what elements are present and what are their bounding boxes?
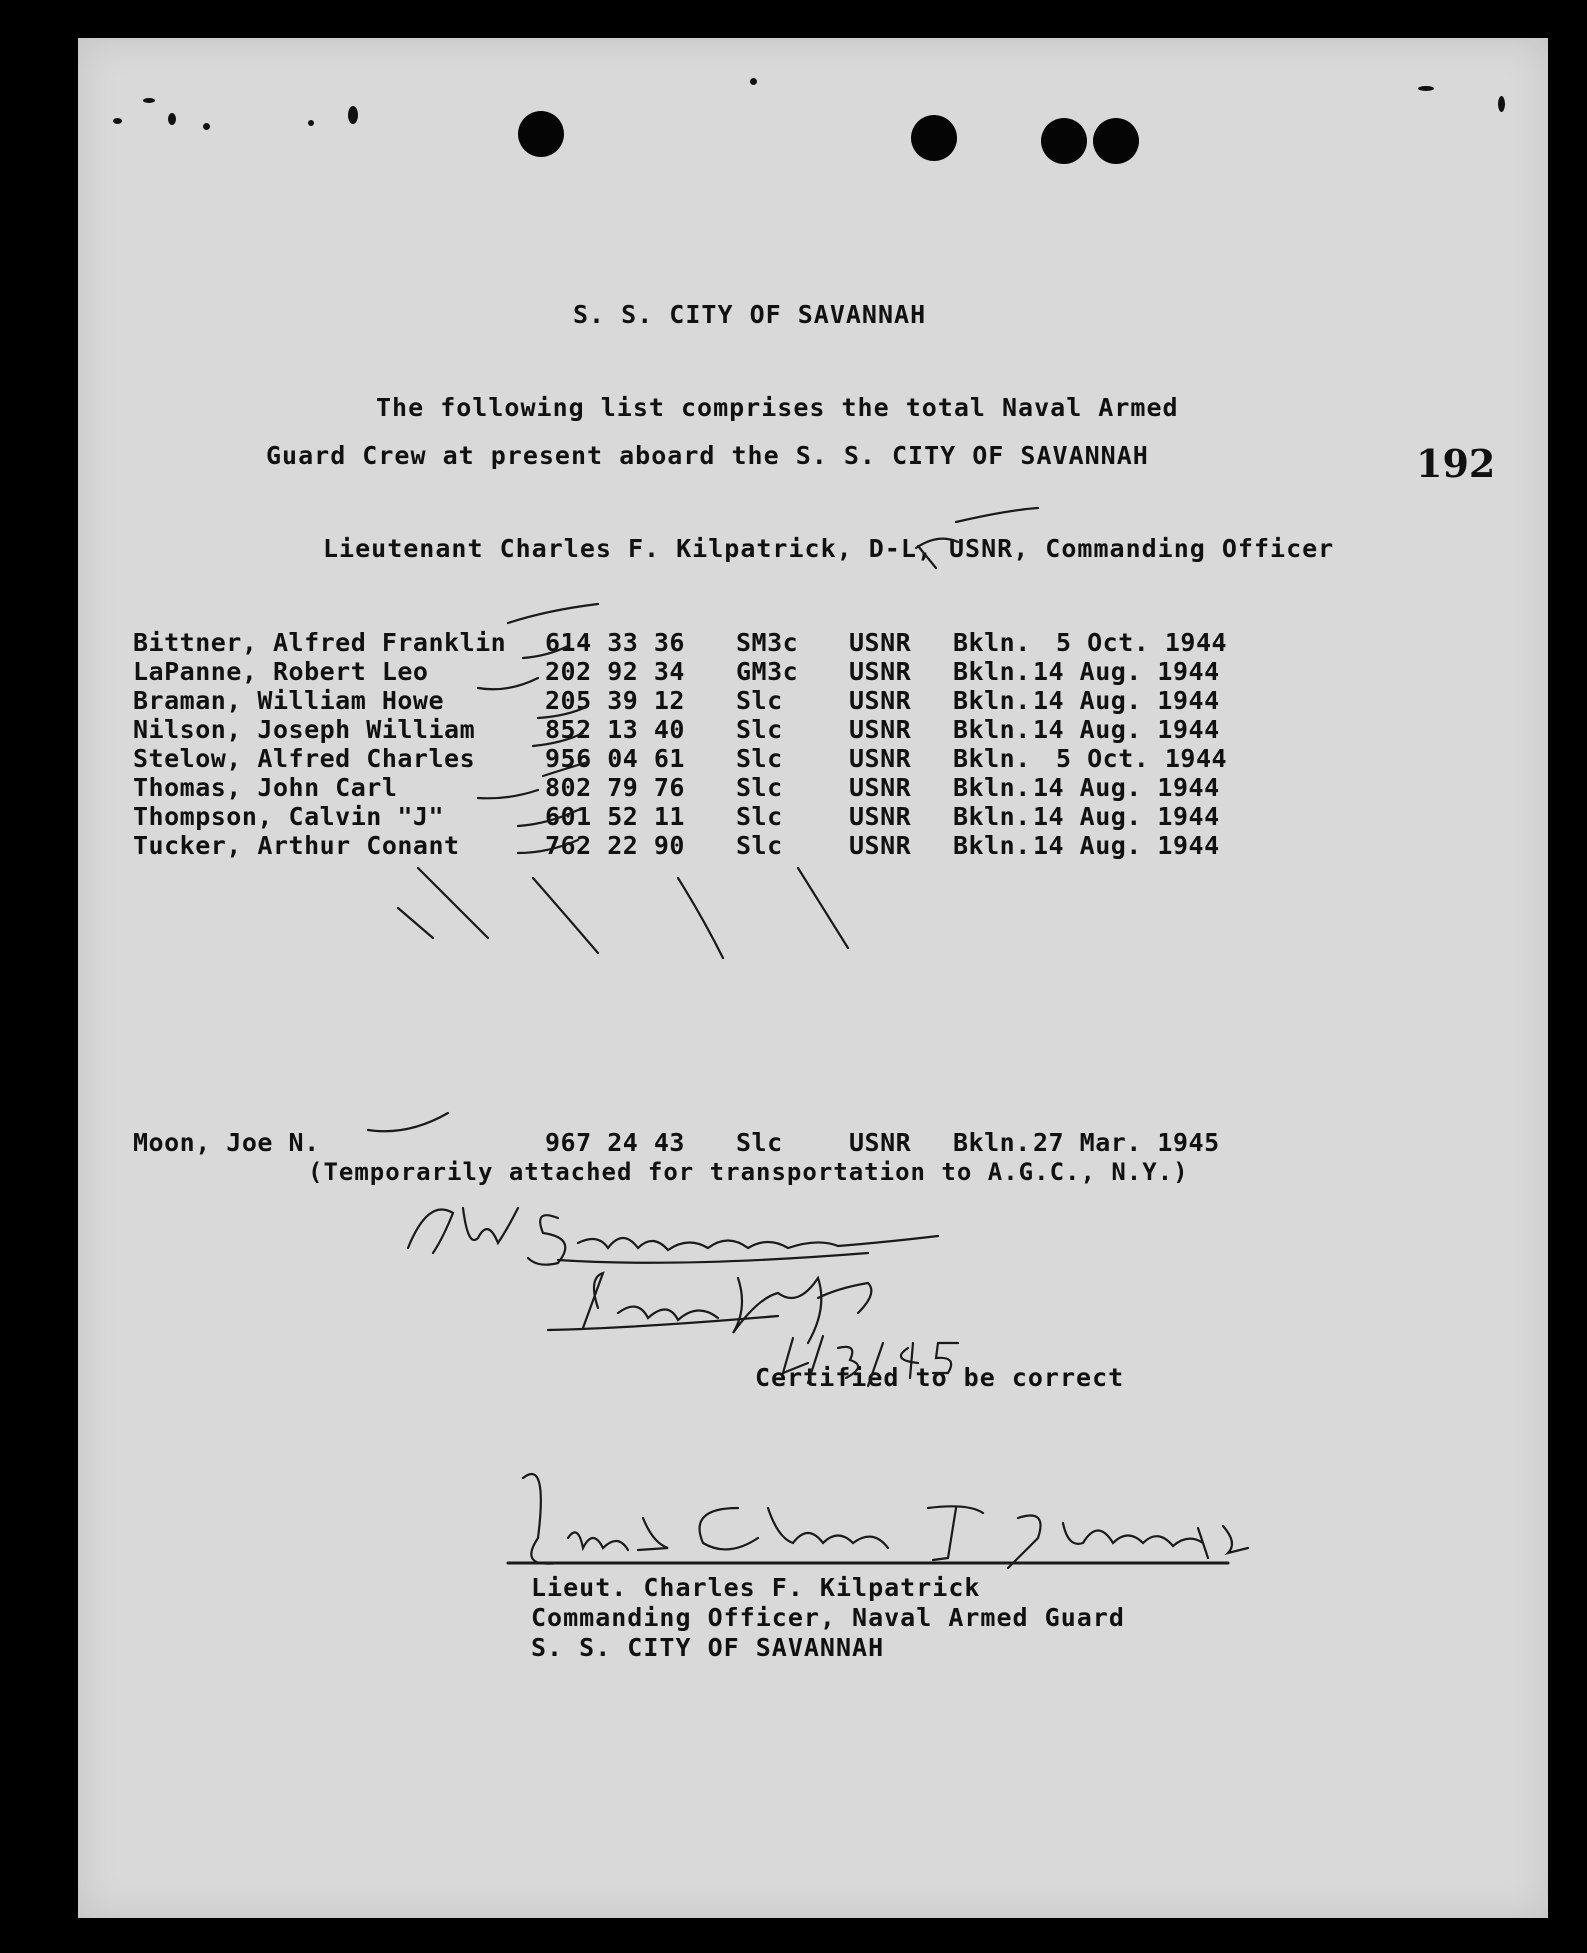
crew-rate: Slc [736,686,783,715]
crew-service-number: 956 04 61 [545,744,685,773]
crew-name: Stelow, Alfred Charles [133,744,476,773]
crew-branch: USNR [849,802,912,831]
crew-service-number: 205 39 12 [545,686,685,715]
crew-name: LaPanne, Robert Leo [133,657,429,686]
crew-rate: GM3c [736,657,799,686]
crew-place: Bkln. [953,831,1031,860]
crew-rate: Slc [736,744,783,773]
crew-name: Thompson, Calvin "J" [133,802,445,831]
extra-member-rate: Slc [736,1128,783,1157]
extra-member-place: Bkln. [953,1128,1031,1157]
signature-name: Lieut. Charles F. Kilpatrick [531,1573,981,1602]
crew-date: 14 Aug. 1944 [1033,802,1220,831]
crew-rate: Slc [736,773,783,802]
crew-rate: Slc [736,831,783,860]
crew-date: 14 Aug. 1944 [1033,773,1220,802]
crew-rate: Slc [736,802,783,831]
crew-name: Nilson, Joseph William [133,715,476,744]
crew-date: 14 Aug. 1944 [1033,686,1220,715]
crew-branch: USNR [849,628,912,657]
extra-member-service-number: 967 24 43 [545,1128,685,1157]
crew-service-number: 601 52 11 [545,802,685,831]
crew-place: Bkln. [953,657,1031,686]
page-number: 192 [1416,441,1496,486]
crew-service-number: 802 79 76 [545,773,685,802]
crew-rate: SM3c [736,628,799,657]
crew-place: Bkln. [953,802,1031,831]
extra-member-note: (Temporarily attached for transportation to A.G.C., N.Y.) [308,1158,1189,1186]
crew-place: Bkln. [953,686,1031,715]
crew-date: 5 Oct. 1944 [1056,628,1228,657]
intro-line-1: The following list comprises the total Naval Armed [376,393,1179,422]
commander-line: Lieutenant Charles F. Kilpatrick, D-L, USNR, Commanding Officer [323,534,1335,563]
crew-place: Bkln. [953,773,1031,802]
crew-branch: USNR [849,686,912,715]
handwriting-overlay [78,38,1548,1918]
crew-name: Bittner, Alfred Franklin [133,628,507,657]
crew-branch: USNR [849,715,912,744]
crew-name: Tucker, Arthur Conant [133,831,460,860]
intro-line-2: Guard Crew at present aboard the S. S. CITY OF SAVANNAH [266,441,1149,470]
signature-ship: S. S. CITY OF SAVANNAH [531,1633,885,1662]
crew-name: Thomas, John Carl [133,773,398,802]
crew-service-number: 852 13 40 [545,715,685,744]
signature-title: Commanding Officer, Naval Armed Guard [531,1603,1125,1632]
extra-member-name: Moon, Joe N. [133,1128,320,1157]
extra-member-branch: USNR [849,1128,912,1157]
crew-place: Bkln. [953,744,1031,773]
crew-branch: USNR [849,744,912,773]
crew-service-number: 762 22 90 [545,831,685,860]
ship-title: S. S. CITY OF SAVANNAH [573,300,927,329]
crew-place: Bkln. [953,715,1031,744]
crew-service-number: 202 92 34 [545,657,685,686]
crew-branch: USNR [849,657,912,686]
crew-branch: USNR [849,831,912,860]
crew-service-number: 614 33 36 [545,628,685,657]
crew-rate: Slc [736,715,783,744]
document-page [78,38,1548,1918]
crew-date: 5 Oct. 1944 [1056,744,1228,773]
crew-date: 14 Aug. 1944 [1033,657,1220,686]
certified-text: Certified to be correct [755,1363,1125,1392]
crew-date: 14 Aug. 1944 [1033,715,1220,744]
extra-member-date: 27 Mar. 1945 [1033,1128,1220,1157]
crew-branch: USNR [849,773,912,802]
crew-date: 14 Aug. 1944 [1033,831,1220,860]
crew-name: Braman, William Howe [133,686,445,715]
crew-place: Bkln. [953,628,1031,657]
